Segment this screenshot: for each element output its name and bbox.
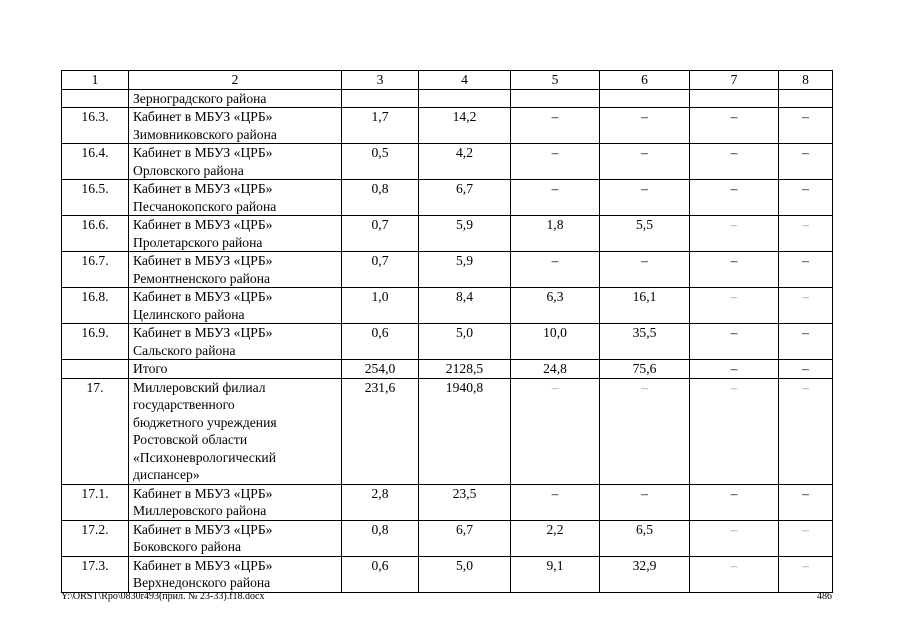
row-number: 16.5.	[62, 180, 129, 216]
row-name	[129, 180, 342, 216]
header-row	[62, 71, 833, 90]
value-cell-c6: –	[600, 252, 690, 288]
table-row	[62, 556, 833, 592]
value-cell-c7: –	[690, 288, 779, 324]
row-number	[62, 89, 129, 108]
name-line: Ремонтненского района	[133, 270, 270, 286]
row-name	[129, 288, 342, 324]
value-cell-c3: 231,6	[342, 378, 419, 484]
table-row	[62, 288, 833, 324]
value-cell-c7: –	[690, 108, 779, 144]
name-line: Пролетарского района	[133, 234, 263, 250]
value-cell-c3: 0,7	[342, 252, 419, 288]
header-cell: 8	[779, 71, 833, 90]
table-row	[62, 484, 833, 520]
name-line: диспансер»	[133, 467, 200, 482]
name-line: Зерноградского района	[133, 90, 267, 106]
value-cell-c8	[779, 89, 833, 108]
table-body	[62, 71, 833, 593]
value-cell-c6: 6,5	[600, 520, 690, 556]
row-name	[129, 108, 342, 144]
table-row	[62, 89, 833, 108]
value-cell-c4: 5,0	[419, 556, 511, 592]
row-name	[129, 144, 342, 180]
name-line: государственного	[133, 397, 235, 412]
table-row	[62, 360, 833, 379]
value-cell-c6: –	[600, 108, 690, 144]
value-cell-c5: 9,1	[511, 556, 600, 592]
row-number: 17.1.	[62, 484, 129, 520]
data-table	[61, 70, 833, 593]
value-cell-c5: 24,8	[511, 360, 600, 379]
value-cell-c5: 6,3	[511, 288, 600, 324]
value-cell-c6: 5,5	[600, 216, 690, 252]
row-number: 17.2.	[62, 520, 129, 556]
name-line: Ростовской области	[133, 432, 248, 447]
row-name	[129, 252, 342, 288]
value-cell-c7: –	[690, 378, 779, 484]
table-row	[62, 324, 833, 360]
header-cell: 7	[690, 71, 779, 90]
row-name	[129, 89, 342, 108]
value-cell-c6: 35,5	[600, 324, 690, 360]
value-cell-c8: –	[779, 378, 833, 484]
value-cell-c8: –	[779, 216, 833, 252]
value-cell-c8: –	[779, 484, 833, 520]
value-cell-c3	[342, 89, 419, 108]
value-cell-c5: –	[511, 144, 600, 180]
name-line: Кабинет в МБУЗ «ЦРБ»	[133, 217, 273, 232]
row-number	[62, 360, 129, 379]
value-cell-c6: –	[600, 484, 690, 520]
value-cell-c7: –	[690, 484, 779, 520]
value-cell-c3: 0,8	[342, 520, 419, 556]
name-line: «Психоневрологический	[133, 449, 276, 465]
row-number: 16.4.	[62, 144, 129, 180]
table-row	[62, 520, 833, 556]
value-cell-c5	[511, 89, 600, 108]
name-line: Кабинет в МБУЗ «ЦРБ»	[133, 521, 273, 537]
value-cell-c3: 0,6	[342, 324, 419, 360]
row-name	[129, 324, 342, 360]
name-line: бюджетного учреждения	[133, 414, 277, 430]
row-name	[129, 378, 342, 484]
row-number: 16.6.	[62, 216, 129, 252]
header-cell: 6	[600, 71, 690, 90]
value-cell-c4: 1940,8	[419, 378, 511, 484]
name-line: Целинского района	[133, 306, 245, 322]
value-cell-c3: 2,8	[342, 484, 419, 520]
value-cell-c8: –	[779, 180, 833, 216]
name-line: Кабинет в МБУЗ «ЦРБ»	[133, 109, 273, 124]
value-cell-c7	[690, 89, 779, 108]
header-cell: 2	[129, 71, 342, 90]
header-cell: 5	[511, 71, 600, 90]
value-cell-c3: 0,6	[342, 556, 419, 592]
name-line: Боковского района	[133, 539, 242, 554]
value-cell-c5: –	[511, 484, 600, 520]
name-line: Миллеровский филиал	[133, 379, 266, 395]
name-line: Зимовниковского района	[133, 126, 277, 142]
value-cell-c6: –	[600, 180, 690, 216]
row-name	[129, 360, 342, 379]
value-cell-c8: –	[779, 288, 833, 324]
row-name	[129, 556, 342, 592]
value-cell-c5: –	[511, 108, 600, 144]
value-cell-c8: –	[779, 324, 833, 360]
row-number: 16.3.	[62, 108, 129, 144]
name-line: Кабинет в МБУЗ «ЦРБ»	[133, 253, 273, 268]
value-cell-c3: 1,7	[342, 108, 419, 144]
table-row	[62, 216, 833, 252]
value-cell-c3: 254,0	[342, 360, 419, 379]
value-cell-c4: 4,2	[419, 144, 511, 180]
row-number: 16.7.	[62, 252, 129, 288]
value-cell-c4: 5,9	[419, 252, 511, 288]
value-cell-c7: –	[690, 360, 779, 379]
value-cell-c4: 23,5	[419, 484, 511, 520]
row-name	[129, 484, 342, 520]
header-cell: 3	[342, 71, 419, 90]
value-cell-c4: 5,0	[419, 324, 511, 360]
name-line: Кабинет в МБУЗ «ЦРБ»	[133, 485, 273, 501]
table-row	[62, 108, 833, 144]
table-row	[62, 378, 833, 484]
value-cell-c5: 1,8	[511, 216, 600, 252]
name-line: Песчанокопского района	[133, 198, 277, 214]
value-cell-c5: –	[511, 252, 600, 288]
value-cell-c6	[600, 89, 690, 108]
value-cell-c6: 75,6	[600, 360, 690, 379]
table-row	[62, 252, 833, 288]
value-cell-c4: 2128,5	[419, 360, 511, 379]
row-name	[129, 520, 342, 556]
row-number: 17.3.	[62, 556, 129, 592]
value-cell-c4: 6,7	[419, 520, 511, 556]
name-line: Кабинет в МБУЗ «ЦРБ»	[133, 145, 273, 160]
value-cell-c7: –	[690, 144, 779, 180]
name-line: Кабинет в МБУЗ «ЦРБ»	[133, 289, 273, 304]
name-line: Орловского района	[133, 162, 244, 178]
value-cell-c3: 0,8	[342, 180, 419, 216]
value-cell-c8: –	[779, 520, 833, 556]
name-line: Верхнедонского района	[133, 575, 271, 590]
file-path: Y:\ORST\Rpo\0830r493(прил. № 23-33).f18.docx	[61, 591, 265, 602]
name-line: Кабинет в МБУЗ «ЦРБ»	[133, 325, 273, 340]
table-row	[62, 180, 833, 216]
value-cell-c8: –	[779, 556, 833, 592]
value-cell-c4: 5,9	[419, 216, 511, 252]
row-number: 16.8.	[62, 288, 129, 324]
value-cell-c8: –	[779, 360, 833, 379]
row-name	[129, 216, 342, 252]
value-cell-c7: –	[690, 180, 779, 216]
value-cell-c5: 10,0	[511, 324, 600, 360]
value-cell-c8: –	[779, 108, 833, 144]
value-cell-c6: 32,9	[600, 556, 690, 592]
row-number: 17.	[62, 378, 129, 484]
header-cell: 1	[62, 71, 129, 90]
value-cell-c4: 14,2	[419, 108, 511, 144]
value-cell-c6: –	[600, 144, 690, 180]
page-number: 486	[817, 591, 832, 602]
name-line: Кабинет в МБУЗ «ЦРБ»	[133, 557, 273, 573]
value-cell-c7: –	[690, 324, 779, 360]
value-cell-c6: 16,1	[600, 288, 690, 324]
value-cell-c3: 0,7	[342, 216, 419, 252]
value-cell-c7: –	[690, 556, 779, 592]
header-cell: 4	[419, 71, 511, 90]
table-row	[62, 144, 833, 180]
value-cell-c3: 1,0	[342, 288, 419, 324]
value-cell-c4: 8,4	[419, 288, 511, 324]
value-cell-c7: –	[690, 216, 779, 252]
value-cell-c5: 2,2	[511, 520, 600, 556]
value-cell-c8: –	[779, 252, 833, 288]
name-line: Итого	[133, 361, 168, 376]
value-cell-c7: –	[690, 252, 779, 288]
value-cell-c8: –	[779, 144, 833, 180]
value-cell-c4	[419, 89, 511, 108]
name-line: Сальского района	[133, 342, 236, 358]
name-line: Миллеровского района	[133, 503, 267, 518]
value-cell-c6: –	[600, 378, 690, 484]
value-cell-c7: –	[690, 520, 779, 556]
row-number: 16.9.	[62, 324, 129, 360]
name-line: Кабинет в МБУЗ «ЦРБ»	[133, 181, 273, 196]
value-cell-c4: 6,7	[419, 180, 511, 216]
value-cell-c5: –	[511, 378, 600, 484]
value-cell-c5: –	[511, 180, 600, 216]
value-cell-c3: 0,5	[342, 144, 419, 180]
